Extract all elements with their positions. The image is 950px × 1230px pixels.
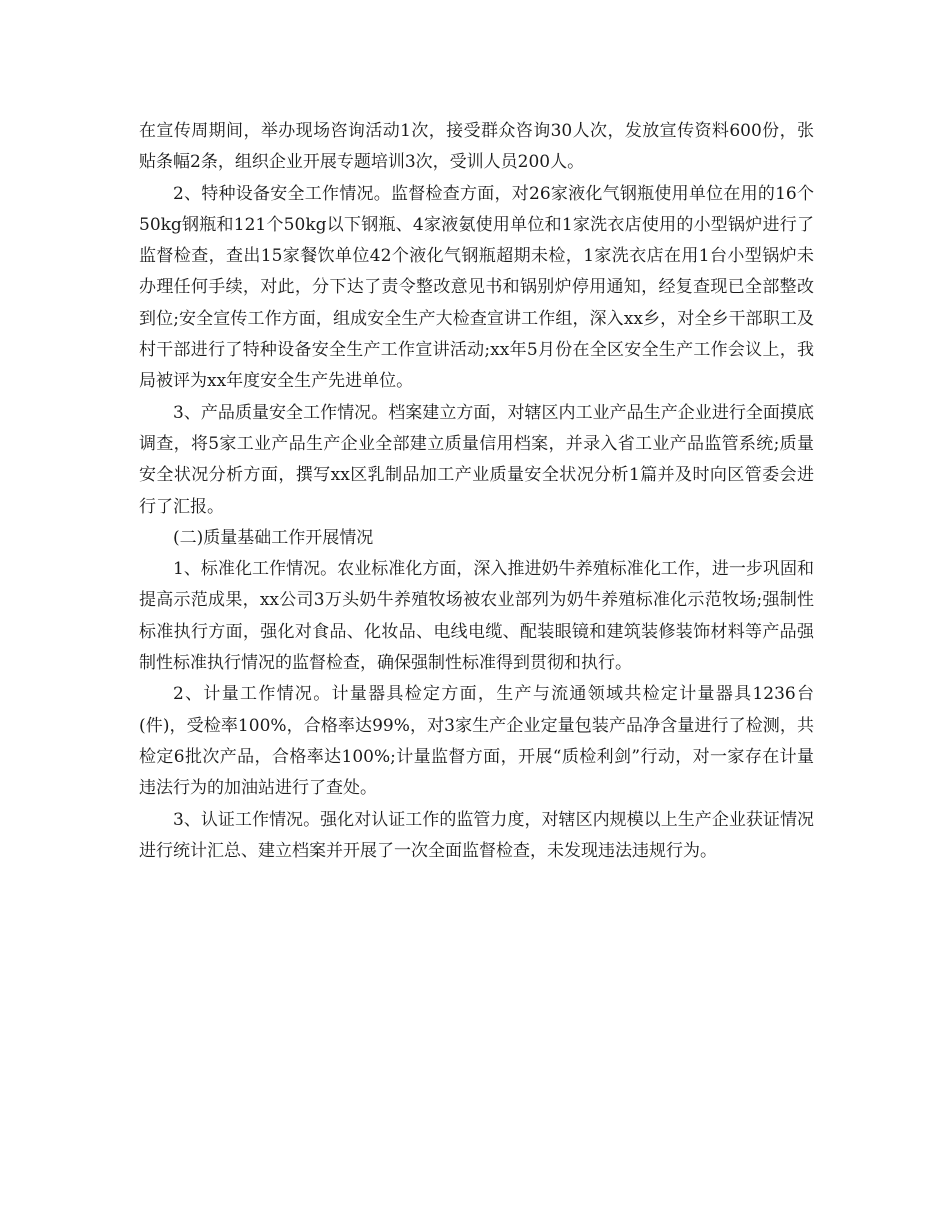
- paragraph-special-equipment: 2、特种设备安全工作情况。监督检查方面，对26家液化气钢瓶使用单位在用的16个50kg钢瓶和121个50kg以下钢瓶、4家液氨使用单位和1家洗衣店使用的小型锅炉进行了监督检查，查出15家餐饮单位42个液化气钢瓶超期未检，1家洗衣店在用1台小型锅炉未办理任何手续，对此，分下达了责令整改意见书和锅别炉停用通知，经复查现已全部整改到位;安全宣传工作方面，组成安全生产大检查宣讲工作组，深入xx乡，对全乡干部职工及村干部进行了特种设备安全生产工作宣讲活动;xx年5月份在全区安全生产工作会议上，我局被评为xx年度安全生产先进单位。: [139, 183, 814, 392]
- paragraph-certification: 3、认证工作情况。强化对认证工作的监管力度，对辖区内规模以上生产企业获证情况进行统计汇总、建立档案并开展了一次全面监督检查，未发现违法违规行为。: [139, 809, 814, 861]
- section-heading-quality-basics: (二)质量基础工作开展情况: [173, 527, 374, 548]
- document-page: [139, 116, 814, 867]
- paragraph-promotion-week: 在宣传周期间，举办现场咨询活动1次，接受群众咨询30人次，发放宣传资料600份，张贴条幅2条，组织企业开展专题培训3次，受训人员200人。: [139, 121, 814, 173]
- paragraph-product-quality: 3、产品质量安全工作情况。档案建立方面，对辖区内工业产品生产企业进行全面摸底调查，将5家工业产品生产企业全部建立质量信用档案，并录入省工业产品监管系统;质量安全状况分析方面，撰写xx区乳制品加工产业质量安全状况分析1篇并及时向区管委会进行了汇报。: [139, 402, 814, 517]
- paragraph-metrology: 2、计量工作情况。计量器具检定方面，生产与流通领域共检定计量器具1236台(件)，受检率100%，合格率达99%，对3家生产企业定量包装产品净含量进行了检测，共检定6批次产品，合格率达100%;计量监督方面，开展“质检利剑”行动，对一家存在计量违法行为的加油站进行了查处。: [139, 684, 814, 799]
- paragraph-standardization: 1、标准化工作情况。农业标准化方面，深入推进奶牛养殖标准化工作，进一步巩固和提高示范成果，xx公司3万头奶牛养殖牧场被农业部列为奶牛养殖标准化示范牧场;强制性标准执行方面，强化对食品、化妆品、电线电缆、配装眼镜和建筑装修装饰材料等产品强制性标准执行情况的监督检查，确保强制性标准得到贯彻和执行。: [139, 559, 814, 674]
